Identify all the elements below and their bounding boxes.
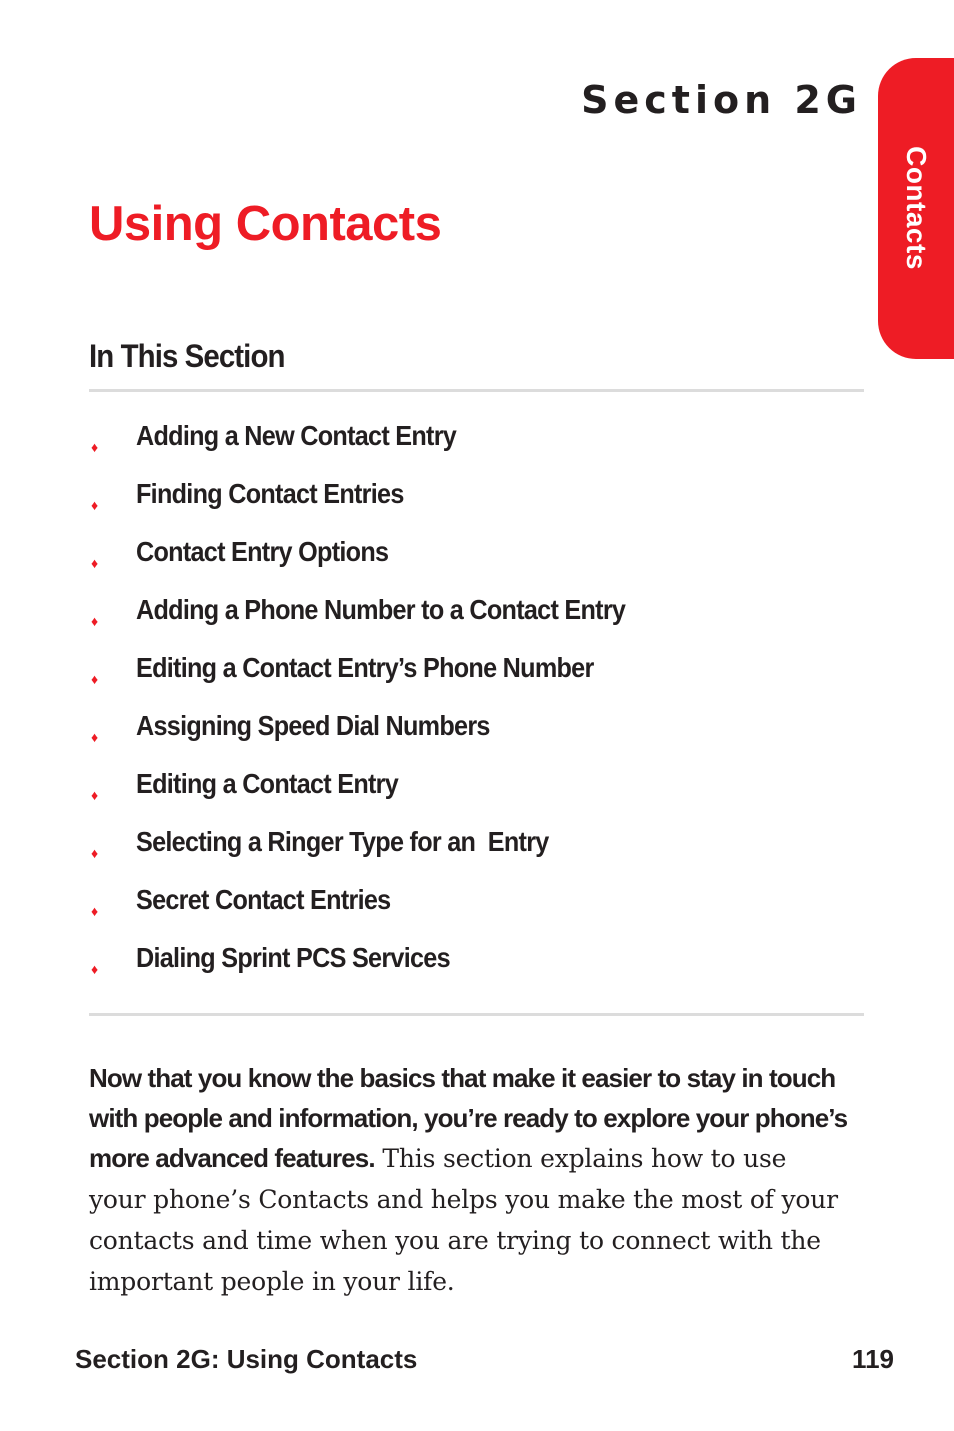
toc-link[interactable]: Secret Contact Entries bbox=[136, 884, 391, 915]
toc-link[interactable]: Finding Contact Entries bbox=[136, 478, 404, 509]
toc-link[interactable]: Editing a Contact Entry’s Phone Number bbox=[136, 652, 594, 683]
footer-page-number: 119 bbox=[852, 1344, 894, 1374]
intro-body-text: This section explains how to use your phone’s Contacts and helps you make the most of your contacts and time when you are trying to connect with the important people in your life. bbox=[89, 1144, 838, 1296]
diamond-bullet-icon: ♦ bbox=[91, 497, 99, 513]
diamond-bullet-icon: ♦ bbox=[91, 613, 99, 629]
toc-link[interactable]: Dialing Sprint PCS Services bbox=[136, 942, 450, 973]
toc-link[interactable]: Assigning Speed Dial Numbers bbox=[136, 710, 490, 741]
divider-bottom bbox=[89, 1013, 864, 1016]
page-title: Using Contacts bbox=[89, 197, 442, 251]
diamond-bullet-icon: ♦ bbox=[91, 903, 99, 919]
diamond-bullet-icon: ♦ bbox=[91, 671, 99, 687]
toc-link[interactable]: Adding a Phone Number to a Contact Entry bbox=[136, 594, 626, 625]
diamond-bullet-icon: ♦ bbox=[91, 555, 99, 571]
toc-link[interactable]: Adding a New Contact Entry bbox=[136, 420, 457, 451]
diamond-bullet-icon: ♦ bbox=[91, 787, 99, 803]
toc-heading: In This Section bbox=[89, 338, 285, 374]
diamond-bullet-icon: ♦ bbox=[91, 729, 99, 745]
divider-top bbox=[89, 389, 864, 392]
intro-paragraph bbox=[89, 1058, 849, 1302]
toc-link[interactable]: Contact Entry Options bbox=[136, 536, 389, 567]
side-tab-label: Contacts bbox=[901, 146, 932, 270]
footer-section-title: Section 2G: Using Contacts bbox=[75, 1344, 418, 1374]
section-label: Section 2G bbox=[581, 78, 862, 122]
diamond-bullet-icon: ♦ bbox=[91, 845, 99, 861]
intro-lead-text: Now that you know the basics that make it easier to stay in touch with people and information, you’re ready to explore your phone’s more advanced features. bbox=[89, 1063, 848, 1173]
diamond-bullet-icon: ♦ bbox=[91, 961, 99, 977]
side-tab[interactable] bbox=[878, 58, 954, 359]
toc-link[interactable]: Selecting a Ringer Type for an Entry bbox=[136, 826, 549, 857]
diamond-bullet-icon: ♦ bbox=[91, 439, 99, 455]
toc-link[interactable]: Editing a Contact Entry bbox=[136, 768, 399, 799]
